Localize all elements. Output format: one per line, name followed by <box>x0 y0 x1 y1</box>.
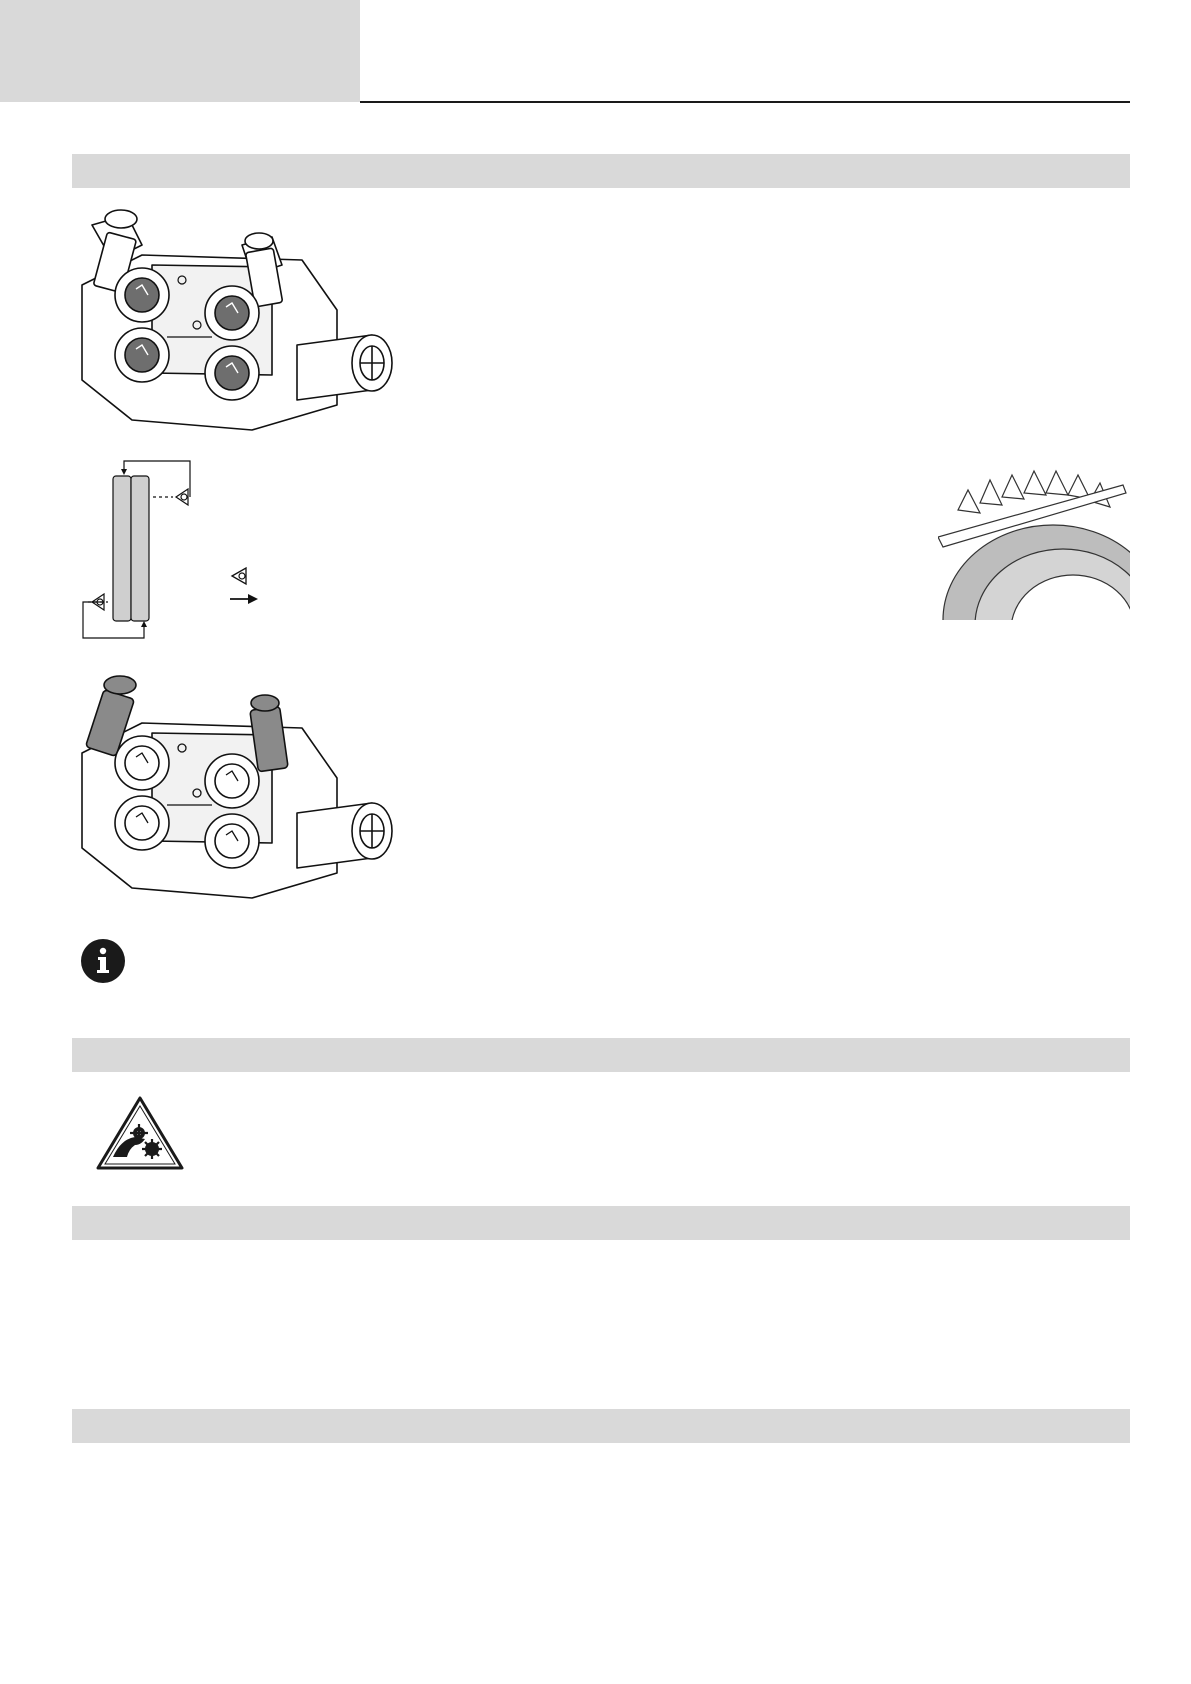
section-bar-1 <box>72 154 1130 188</box>
legend-arrow-right-icon <box>228 592 260 606</box>
roller-inversion-diagram <box>78 455 208 645</box>
info-icon <box>80 938 126 984</box>
section-bar-4 <box>72 1409 1130 1443</box>
crush-hazard-warning-icon <box>95 1095 185 1171</box>
wire-feeder-drive-unit-released-icon <box>72 673 402 913</box>
legend-eye-icon <box>228 566 258 586</box>
header-corner-block <box>0 0 360 102</box>
header-rule <box>360 101 1130 103</box>
knurled-roller-closeup-icon <box>938 465 1130 620</box>
section-bar-3 <box>72 1206 1130 1240</box>
wire-feeder-drive-unit-icon <box>72 205 402 445</box>
section-bar-2 <box>72 1038 1130 1072</box>
